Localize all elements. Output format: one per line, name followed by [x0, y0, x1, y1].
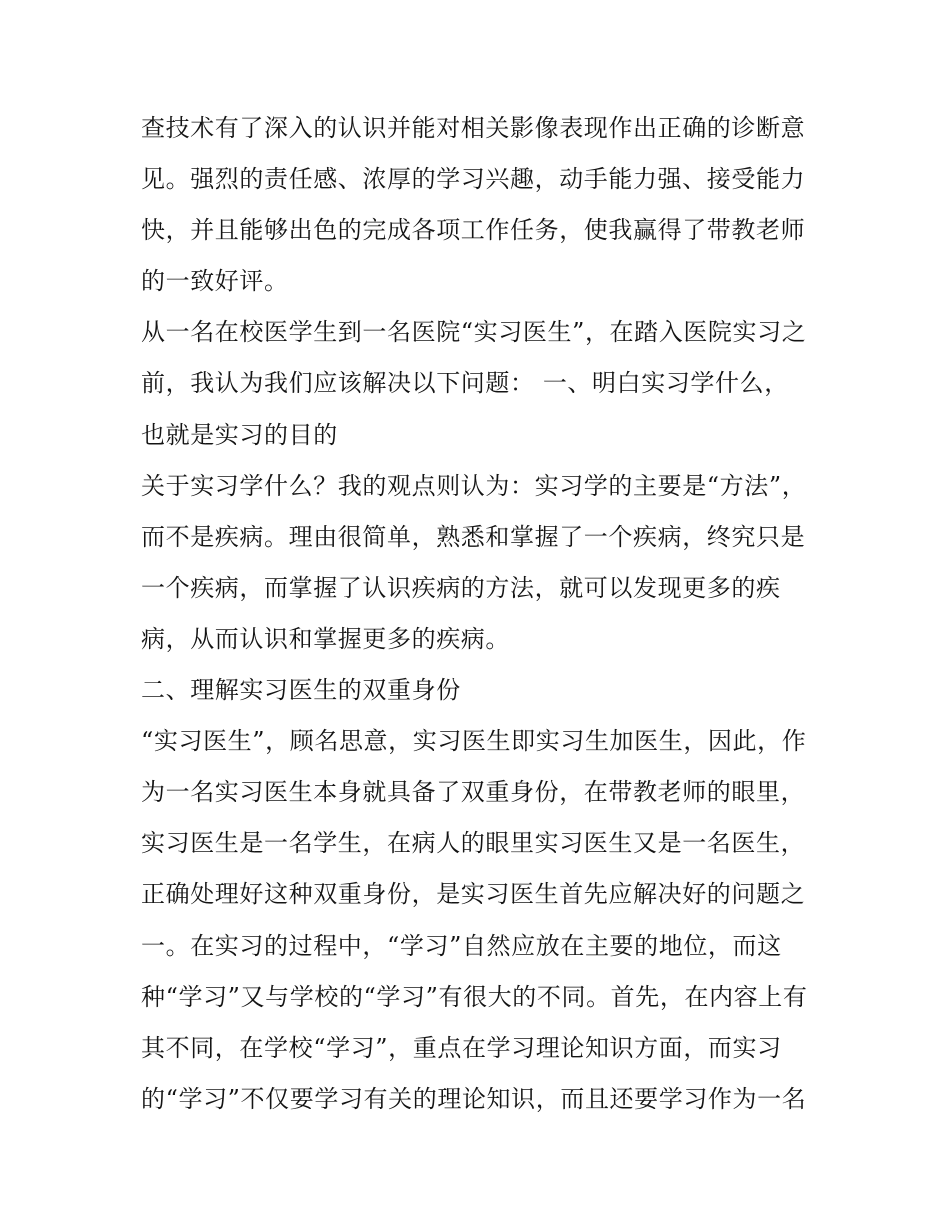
- text-line: 从一名在校医学生到一名医院“实习医生”，在踏入医院实习之: [141, 318, 807, 347]
- text-line: 关于实习学什么？我的观点则认为：实习学的主要是“方法”，: [141, 471, 807, 500]
- text-line: 为一名实习医生本身就具备了双重身份，在带教老师的眼里，: [141, 778, 806, 807]
- text-line: 查技术有了深入的认识并能对相关影像表现作出正确的诊断意: [141, 114, 806, 142]
- text-line: 也就是实习的目的: [141, 420, 338, 449]
- section-heading: 二、理解实习医生的双重身份: [141, 676, 461, 705]
- text-line: “实习医生”，顾名思意，实习医生即实习生加医生，因此，作: [141, 727, 807, 756]
- text-line: 一。在实习的过程中，“学习”自然应放在主要的地位，而这: [141, 931, 782, 960]
- text-line: 实习医生是一名学生，在病人的眼里实习医生又是一名医生，: [141, 829, 806, 858]
- body-text: [141, 103, 821, 1125]
- text-line: 而不是疾病。理由很简单，熟悉和掌握了一个疾病，终究只是: [141, 522, 806, 551]
- text-line: 见。强烈的责任感、浓厚的学习兴趣，动手能力强、接受能力: [141, 165, 806, 194]
- text-line: 前，我认为我们应该解决以下问题： 一、明白实习学什么，: [141, 369, 789, 398]
- text-line: 的“学习”不仅要学习有关的理论知识，而且还要学习作为一名: [141, 1084, 807, 1113]
- text-line: 种“学习”又与学校的“学习”有很大的不同。首先，在内容上有: [141, 982, 808, 1011]
- text-line: 正确处理好这种双重身份，是实习医生首先应解决好的问题之: [141, 880, 806, 909]
- text-line: 病，从而认识和掌握更多的疾病。: [141, 624, 510, 653]
- text-line: 快，并且能够出色的完成各项工作任务，使我赢得了带教老师: [141, 216, 806, 245]
- text-line: 其不同，在学校“学习”，重点在学习理论知识方面，而实习: [141, 1033, 782, 1062]
- text-line: 的一致好评。: [141, 267, 289, 296]
- text-line: 一个疾病，而掌握了认识疾病的方法，就可以发现更多的疾: [141, 573, 781, 602]
